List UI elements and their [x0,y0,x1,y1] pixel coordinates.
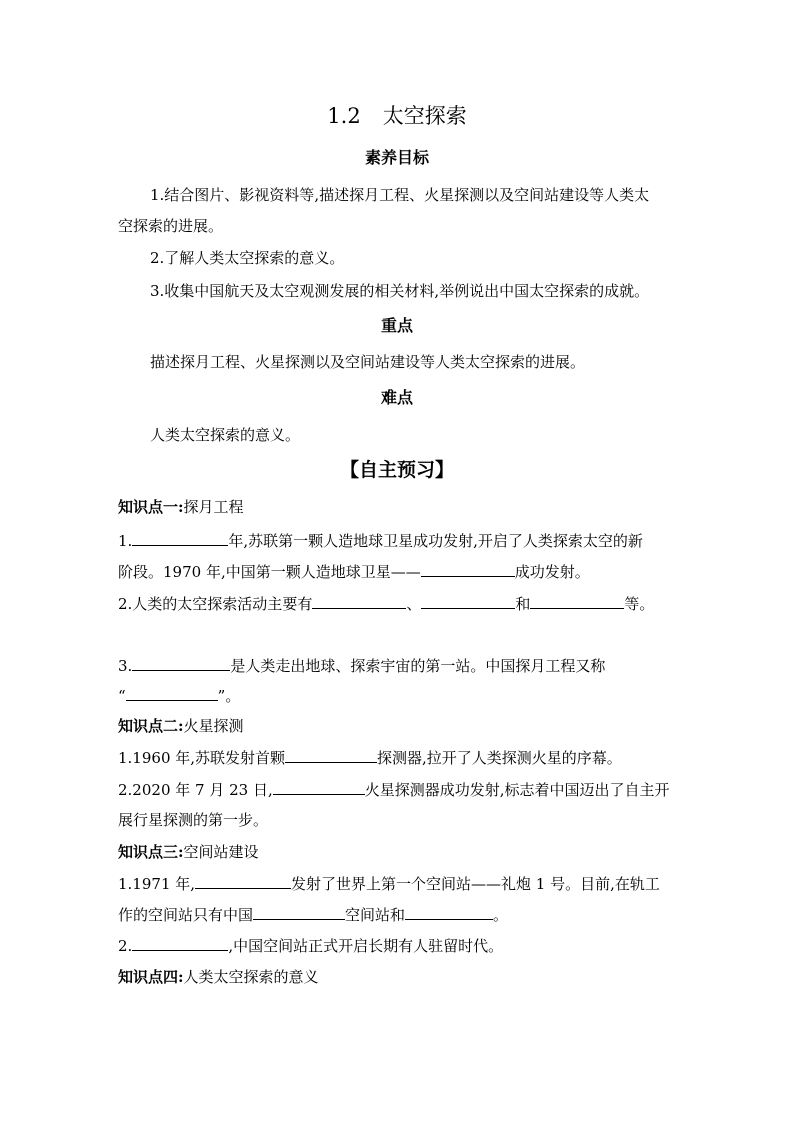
section-number: 1.2 [327,104,361,128]
kp3-q1-text: 1.1971 年, [118,875,196,893]
answer-blank[interactable] [530,593,624,609]
kp3-heading [118,842,259,862]
kp2-q2-text: 2.2020 年 7 月 23 日, [118,781,273,799]
section-title: 太空探索 [382,104,467,128]
kp1-q1-prefix: 1. [118,532,133,550]
answer-blank[interactable] [421,593,515,609]
key-point-heading: 重点 [380,316,413,335]
goal-item-1-line-2: 空探索的进展。 [118,217,224,235]
difficulty-heading: 难点 [380,388,413,407]
kp1-q2-end: 等。 [624,595,655,613]
open-quote: “ [118,687,126,705]
kp1-q3-line-1 [118,655,605,676]
kp1-q1-text: 年,苏联第一颗人造地球卫星成功发射,开启了人类探索太空的新 [228,532,643,550]
close-quote: ”。 [217,687,241,705]
answer-blank[interactable] [195,873,291,889]
kp1-q2 [118,593,654,614]
kp3-q1-text-4: 空间站和 [345,906,406,924]
answer-blank[interactable] [126,685,218,701]
kp4-name: 人类太空探索的意义 [183,968,319,986]
kp3-q1-line-2 [118,904,508,925]
kp3-label: 知识点三: [118,843,184,861]
kp2-q2-line-2: 展行星探测的第一步。 [118,811,269,829]
kp3-q2 [118,935,503,956]
answer-blank[interactable] [405,904,493,920]
key-point-text: 描述探月工程、火星探测以及空间站建设等人类太空探索的进展。 [150,353,586,371]
kp2-q2-text-2: 火星探测器成功发射,标志着中国迈出了自主开 [364,781,670,799]
kp2-q1-text: 1.1960 年,苏联发射首颗 [118,749,286,767]
kp4-label: 知识点四: [118,968,184,986]
answer-blank[interactable] [312,593,406,609]
kp1-q2-text: 2.人类的太空探索活动主要有 [118,595,313,613]
kp1-q3-prefix: 3. [118,657,133,675]
kp1-q1-line-2 [118,561,590,582]
kp3-name: 空间站建设 [183,843,259,861]
kp1-q1-text-3: 成功发射。 [514,563,590,581]
kp3-q1-line-1 [118,873,660,894]
kp1-q2-and: 和 [515,595,531,613]
answer-blank[interactable] [253,904,345,920]
kp1-q1-text-2: 阶段。1970 年,中国第一颗人造地球卫星—— [118,563,421,581]
kp3-q2-text: ,中国空间站正式开启长期有人驻留时代。 [228,937,504,955]
kp1-q3-text: 是人类走出地球、探索宇宙的第一站。中国探月工程又称 [230,657,606,675]
kp1-name: 探月工程 [183,498,244,516]
answer-blank[interactable] [273,779,365,795]
kp4-heading [118,967,319,987]
kp3-q1-end: 。 [493,906,509,924]
kp1-heading [118,497,244,517]
kp1-label: 知识点一: [118,498,184,516]
kp1-q2-sep: 、 [406,595,422,613]
answer-blank[interactable] [132,655,230,671]
answer-blank[interactable] [132,935,228,951]
kp2-q2-line-1 [118,779,670,800]
page-title [0,106,794,126]
answer-blank[interactable] [132,530,228,546]
goal-item-3: 3.收集中国航天及太空观测发展的相关材料,举例说出中国太空探索的成就。 [150,282,650,300]
goal-item-1-line-1: 1.结合图片、影视资料等,描述探月工程、火星探测以及空间站建设等人类太 [150,186,650,204]
kp2-q1 [118,747,622,768]
kp2-name: 火星探测 [183,717,244,735]
difficulty-text: 人类太空探索的意义。 [150,426,301,444]
kp3-q2-prefix: 2. [118,937,133,955]
kp1-q3-line-2 [118,685,240,706]
kp3-q1-text-3: 作的空间站只有中国 [118,906,254,924]
kp2-q1-text-2: 探测器,拉开了人类探测火星的序幕。 [377,749,622,767]
kp2-heading [118,716,244,736]
kp1-q1-line-1 [118,530,643,551]
kp2-label: 知识点二: [118,717,184,735]
goals-heading: 素养目标 [364,148,429,167]
answer-blank[interactable] [285,747,377,763]
kp3-q1-text-2: 发射了世界上第一个空间站——礼炮 1 号。目前,在轨工 [291,875,660,893]
answer-blank[interactable] [421,561,515,577]
preview-heading: 【自主预习】 [339,459,454,481]
goal-item-2: 2.了解人类太空探索的意义。 [150,249,345,267]
